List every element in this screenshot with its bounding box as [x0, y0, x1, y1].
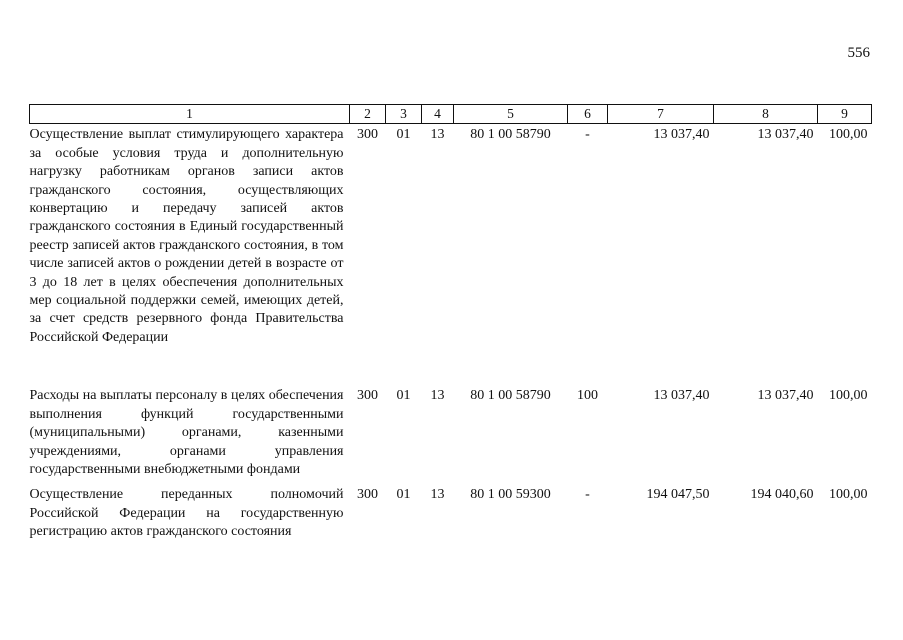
- row-col8: 194 040,60: [750, 487, 814, 503]
- table-header: [30, 105, 872, 124]
- header-cell-4: 4: [422, 105, 454, 124]
- table-row: [30, 484, 872, 541]
- header-row: [30, 105, 872, 124]
- row-col9: 100,00: [829, 127, 868, 143]
- row-description: Осуществление переданных полномочий Российской Федерации на государственную регистрацию актов гражданского состояния: [29, 487, 344, 540]
- table-row: [30, 124, 872, 385]
- row-col2: 300: [357, 127, 378, 143]
- row-col2: 300: [357, 487, 378, 503]
- row-col7: 194 047,50: [646, 487, 710, 503]
- row-col5: 80 1 00 58790: [470, 388, 551, 404]
- budget-table-wrapper: [29, 104, 871, 542]
- row-col9: 100,00: [829, 388, 868, 404]
- row-col8: 13 037,40: [757, 388, 814, 404]
- row-description: Расходы на выплаты персоналу в целях обеспечения выполнения функций государственными (муниципальными) органами, казенными учреждениями, органами управления государственными внебюджетными фондами: [29, 388, 344, 477]
- row-col7: 13 037,40: [653, 388, 710, 404]
- row-description: Осуществление выплат стимулирующего характера за особые условия труда и дополнительную нагрузку работникам органов записи актов гражданского состояния, осуществляющих конвертацию и передачу записей актов гражданского состояния в Единый государственный реестр записей актов гражданского состояния, в том числе записей актов о рождении детей в возрасте от 3 до 18 лет в целях обеспечения дополнительных мер социальной поддержки семей, имеющих детей, за счет средств резервного фонда Правительства Российской Федерации: [29, 127, 344, 345]
- header-cell-8: 8: [714, 105, 818, 124]
- row-col6: -: [585, 487, 590, 503]
- table-body: [30, 124, 872, 542]
- header-cell-2: 2: [350, 105, 386, 124]
- row-col6: -: [585, 127, 590, 143]
- row-col4: 13: [430, 388, 445, 404]
- row-col2: 300: [357, 388, 378, 404]
- page-number: 556: [847, 45, 870, 61]
- row-col9: 100,00: [829, 487, 868, 503]
- row-col4: 13: [430, 127, 445, 143]
- row-col3: 01: [396, 127, 411, 143]
- row-col4: 13: [430, 487, 445, 503]
- header-cell-9: 9: [818, 105, 872, 124]
- header-cell-3: 3: [386, 105, 422, 124]
- row-col5: 80 1 00 58790: [470, 127, 551, 143]
- header-cell-5: 5: [454, 105, 568, 124]
- header-cell-1: 1: [30, 105, 350, 124]
- table-row: [30, 385, 872, 484]
- header-cell-7: 7: [608, 105, 714, 124]
- row-col8: 13 037,40: [757, 127, 814, 143]
- row-col5: 80 1 00 59300: [470, 487, 551, 503]
- row-col7: 13 037,40: [653, 127, 710, 143]
- row-col3: 01: [396, 487, 411, 503]
- row-col3: 01: [396, 388, 411, 404]
- header-cell-6: 6: [568, 105, 608, 124]
- budget-table: [29, 104, 872, 542]
- row-col6: 100: [577, 388, 598, 404]
